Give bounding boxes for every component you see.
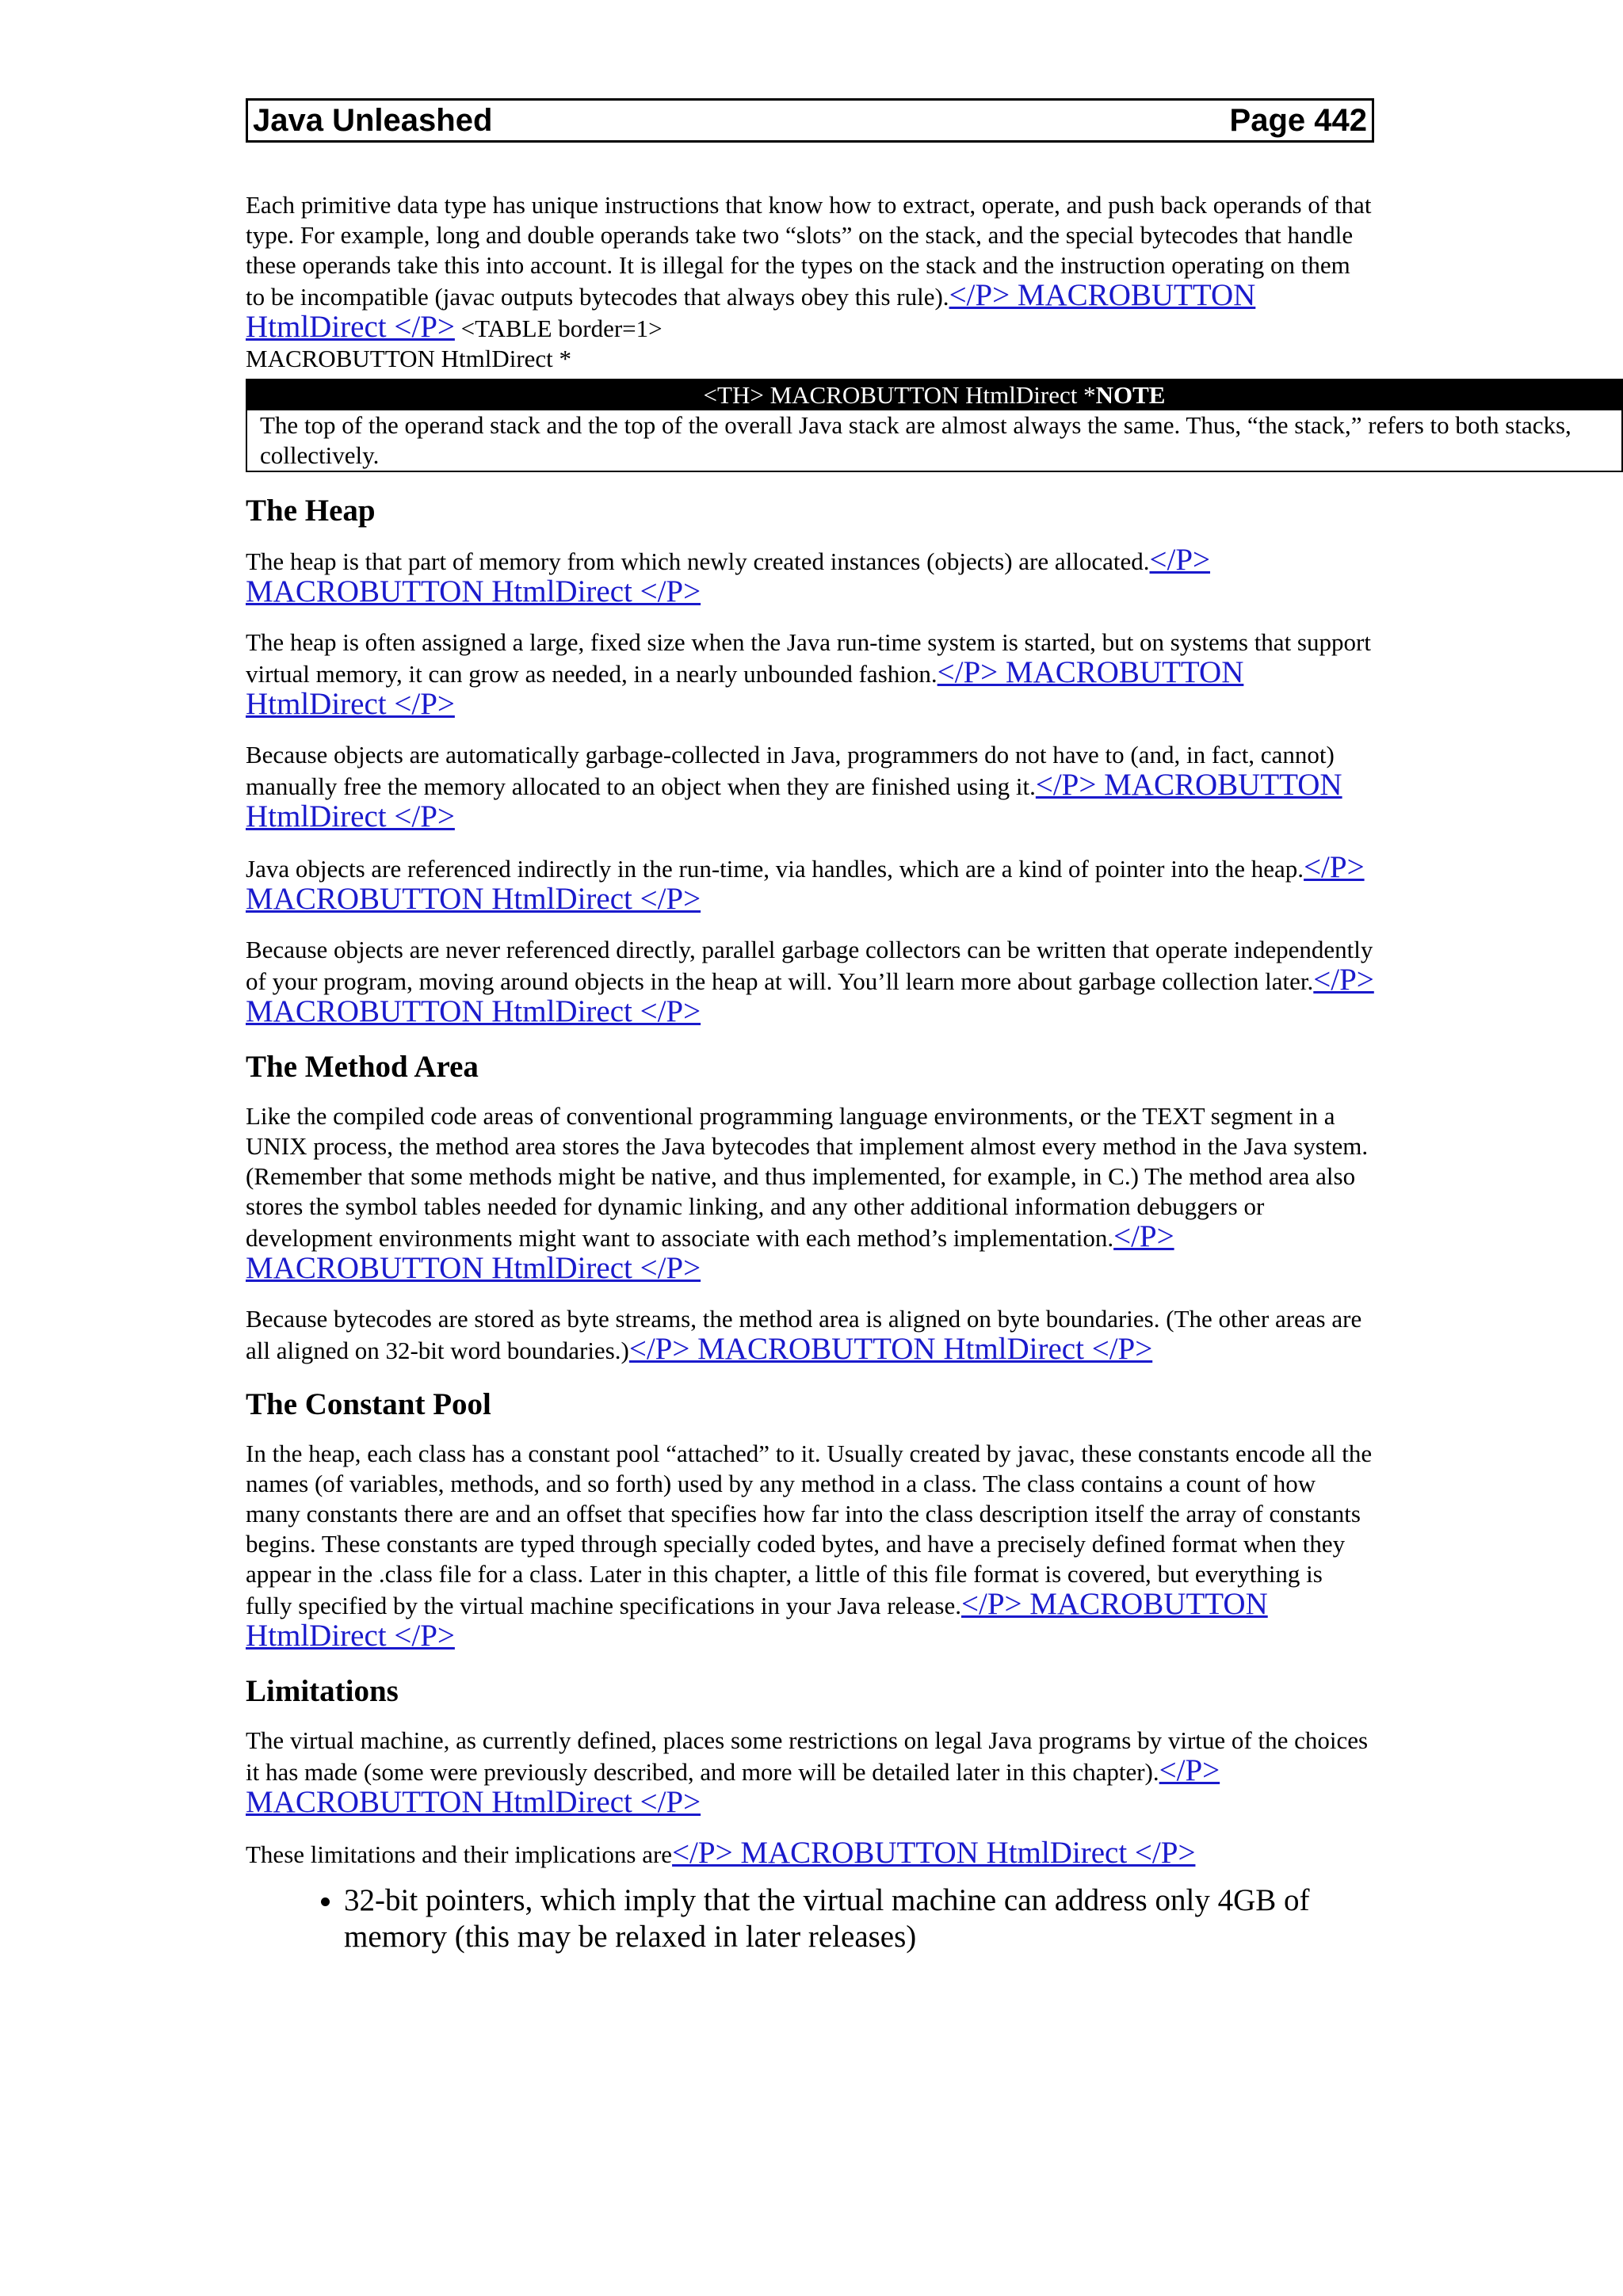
macrobutton-link[interactable]: </P> MACROBUTTON HtmlDirect </P>	[246, 1587, 1268, 1653]
macrobutton-link[interactable]: </P> MACROBUTTON HtmlDirect </P>	[628, 1332, 1153, 1366]
note-header-label: NOTE	[1095, 381, 1166, 409]
note-header-prefix: <TH> MACROBUTTON HtmlDirect *	[703, 381, 1096, 409]
heap-paragraph-5	[246, 935, 1374, 1028]
table-markup-text: <TABLE border=1>	[454, 315, 663, 342]
heap-paragraph-1	[246, 545, 1374, 608]
macrobutton-link[interactable]: </P> MACROBUTTON HtmlDirect </P>	[246, 278, 1256, 344]
paragraph-text: The virtual machine, as currently defined, places some restrictions on legal Java programs by virtue of the choices it has made (some were previously described, and more will be detailed later in this chapter).	[246, 1726, 1369, 1786]
method-area-paragraph-2	[246, 1304, 1374, 1366]
paragraph-text: These limitations and their implications are	[246, 1840, 673, 1868]
macrobutton-link[interactable]: </P> MACROBUTTON HtmlDirect </P>	[246, 850, 1365, 916]
method-area-paragraph-1	[246, 1101, 1374, 1285]
macrobutton-link[interactable]: </P> MACROBUTTON HtmlDirect </P>	[246, 768, 1342, 833]
book-title: Java Unleashed	[253, 102, 493, 138]
intro-text: Each primitive data type has unique instructions that know how to extract, operate, and push back operands of that type. For example, long and double operands take two “slots” on the stack, and the special bytecodes that handle these operands take this into account. It is illegal for the types on the stack and the instruction operating on them to be incompatible (javac outputs bytecodes that always obey this rule).	[246, 191, 1372, 311]
heap-paragraph-3	[246, 740, 1374, 833]
paragraph-text: Because objects are automatically garbage-collected in Java, programmers do not have to (and, in fact, cannot) manually free the memory allocated to an object when they are finished using it.	[246, 741, 1335, 800]
paragraph-text: In the heap, each class has a constant pool “attached” to it. Usually created by javac, these constants encode all the names (of variables, methods, and so forth) used by any method in a class. The class contains a count of how many constants there are and an offset that specifies how far into the class description itself the array of constants begins. These constants are typed through specially coded bytes, and have a precisely defined format when they appear in the .class file for a class. Later in this chapter, a little of this file format is covered, but everything is fully specified by the virtual machine specifications in your Java release.	[246, 1440, 1373, 1619]
macrobutton-link[interactable]: </P> MACROBUTTON HtmlDirect </P>	[246, 543, 1211, 608]
paragraph-text: The heap is that part of memory from which newly created instances (objects) are allocated.	[246, 547, 1150, 575]
limitations-paragraph-1	[246, 1726, 1374, 1819]
paragraph-text: Java objects are referenced indirectly in the run-time, via handles, which are a kind of pointer into the heap.	[246, 855, 1304, 883]
paragraph-text: Like the compiled code areas of conventional programming language environments, or the TEXT segment in a UNIX process, the method area stores the Java bytecodes that implement almost every method in the Java system. (Remember that some methods might be native, and thus implemented, for example, in C.) The method area also stores the symbol tables needed for dynamic linking, and any other additional information debuggers or development environments might want to associate with each method’s implementation.	[246, 1102, 1369, 1252]
macrobutton-link[interactable]: </P> MACROBUTTON HtmlDirect </P>	[672, 1836, 1196, 1870]
constant-pool-paragraph-1	[246, 1439, 1374, 1653]
table-macro-text: MACROBUTTON HtmlDirect *	[246, 345, 572, 372]
list-item: • 32-bit pointers, which imply that the virtual machine can address only 4GB of memory (this may be relaxed in later releases)	[344, 1882, 1374, 1955]
paragraph-text: Because objects are never referenced directly, parallel garbage collectors can be written that operate independently of your program, moving around objects in the heap at will. You’ll learn more about garbage collection later.	[246, 936, 1373, 995]
note-header	[247, 380, 1621, 410]
section-heading-constant-pool: The Constant Pool	[246, 1387, 491, 1421]
note-body: The top of the operand stack and the top of the overall Java stack are almost always the same. Thus, “the stack,” refers to both stacks, collectively.	[260, 411, 1571, 469]
section-heading-method-area: The Method Area	[246, 1050, 479, 1084]
limitations-list	[246, 1882, 1374, 1955]
section-heading-limitations: Limitations	[246, 1674, 399, 1708]
intro-paragraph	[246, 190, 1374, 374]
paragraph-text: Because bytecodes are stored as byte streams, the method area is aligned on byte boundaries. (The other areas are all aligned on 32-bit word boundaries.)	[246, 1305, 1362, 1364]
macrobutton-link[interactable]: </P> MACROBUTTON HtmlDirect </P>	[246, 655, 1244, 721]
limitations-paragraph-2	[246, 1838, 1374, 1870]
heap-paragraph-2	[246, 627, 1374, 721]
macrobutton-link[interactable]: </P> MACROBUTTON HtmlDirect </P>	[246, 1753, 1220, 1819]
note-table	[246, 379, 1623, 472]
paragraph-text: The heap is often assigned a large, fixed size when the Java run-time system is started, but on systems that support virtual memory, it can grow as needed, in a nearly unbounded fashion.	[246, 628, 1371, 688]
macrobutton-link[interactable]: </P> MACROBUTTON HtmlDirect </P>	[246, 963, 1374, 1028]
page-number: Page 442	[1229, 102, 1367, 138]
macrobutton-link[interactable]: </P> MACROBUTTON HtmlDirect </P>	[246, 1219, 1174, 1285]
page-header	[246, 98, 1374, 143]
section-heading-heap: The Heap	[246, 494, 376, 528]
page-content	[246, 190, 1571, 1955]
heap-paragraph-4	[246, 852, 1374, 916]
